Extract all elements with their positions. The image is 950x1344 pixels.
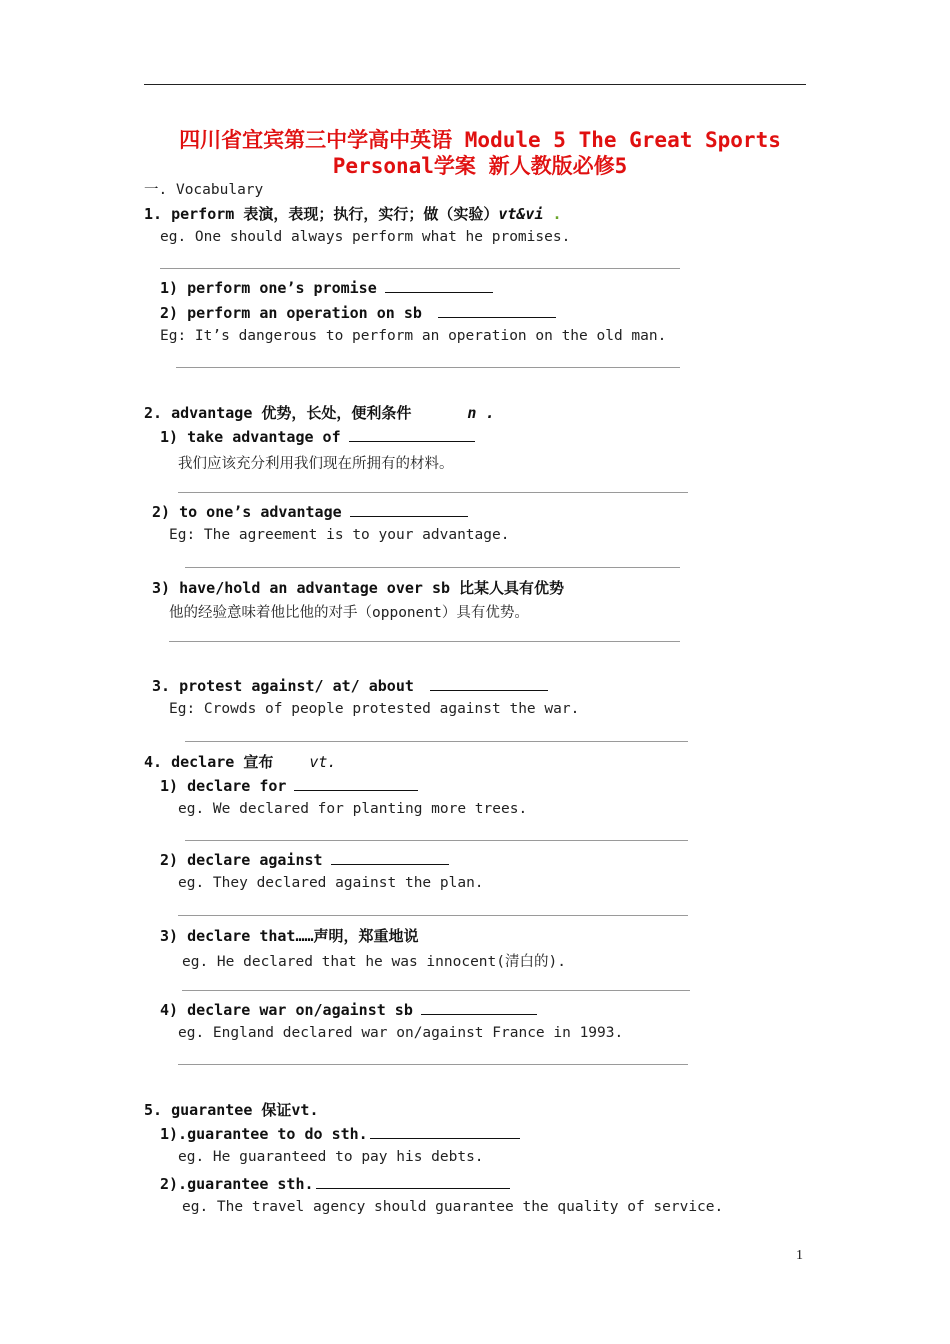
word-4-phrase-3: 3) declare that……声明，郑重地说 (160, 927, 419, 945)
fill-blank-8[interactable] (421, 1000, 537, 1015)
answer-line-6[interactable] (185, 741, 688, 742)
word-4-phrase-1: 1) declare for (160, 776, 418, 795)
word-1-example-2: Eg: It’s dangerous to perform an operation on the old man. (160, 328, 667, 344)
answer-line-2[interactable] (176, 367, 680, 368)
word-2-head-text: 2. advantage 优势，长处，便利条件 (144, 404, 412, 422)
word-2-phrase-3: 3) have/hold an advantage over sb 比某人具有优势 (152, 579, 565, 597)
fill-blank-10[interactable] (316, 1174, 510, 1189)
fill-blank-2[interactable] (438, 303, 556, 318)
word-5-example-2: eg. The travel agency should guarantee the quality of service. (182, 1199, 724, 1215)
word-1-example: eg. One should always perform what he promises. (160, 229, 571, 245)
word-4-example-1: eg. We declared for planting more trees. (178, 801, 528, 817)
word-2-example-2: Eg: The agreement is to your advantage. (169, 527, 510, 543)
word-4-example-3: eg. He declared that he was innocent(清白的). (182, 954, 566, 970)
title-line-1: 四川省宜宾第三中学高中英语 Module 5 The Great Sports (179, 128, 781, 152)
word-4-pos: vt. (309, 753, 337, 771)
word-3-example: Eg: Crowds of people protested against the war. (169, 701, 580, 717)
answer-line-8[interactable] (178, 915, 688, 916)
word-3-heading: 3. protest against/ at/ about (152, 676, 548, 695)
word-5-heading: 5. guarantee 保证vt. (144, 1101, 319, 1119)
title-line-2: Personal学案 新人教版必修5 (332, 154, 628, 178)
fill-blank-7[interactable] (331, 850, 449, 865)
word-4-phrase-2: 2) declare against (160, 850, 449, 869)
answer-line-5[interactable] (169, 641, 680, 642)
word-2-chinese-1: 我们应该充分利用我们现在所拥有的材料。 (178, 456, 454, 472)
word-4-head-text: 4. declare 宣布 (144, 753, 274, 771)
word-2-chinese-3: 他的经验意味着他比他的对手（opponent）具有优势。 (169, 605, 529, 621)
answer-line-9[interactable] (182, 990, 690, 991)
page-number: 1 (796, 1248, 803, 1263)
word-4-example-2: eg. They declared against the plan. (178, 875, 484, 891)
fill-blank-1[interactable] (385, 278, 493, 293)
answer-line-3[interactable] (178, 492, 688, 493)
word-5-example-1: eg. He guaranteed to pay his debts. (178, 1149, 484, 1165)
fill-blank-3[interactable] (349, 427, 475, 442)
answer-line-7[interactable] (185, 840, 688, 841)
word-1-heading (144, 203, 562, 224)
fill-blank-9[interactable] (370, 1124, 520, 1139)
answer-line-4[interactable] (185, 567, 680, 568)
word-5-phrase-1: 1).guarantee to do sth. (160, 1124, 520, 1143)
word-2-phrase-1: 1) take advantage of (160, 427, 475, 446)
word-4-heading (144, 751, 336, 772)
word-2-pos: n . (467, 404, 495, 422)
word-2-phrase-2: 2) to one’s advantage (152, 502, 468, 521)
fill-blank-4[interactable] (350, 502, 468, 517)
answer-line-10[interactable] (178, 1064, 688, 1065)
word-1-pos: vt&vi (498, 205, 544, 223)
top-rule (144, 84, 806, 85)
section-heading: 一. Vocabulary (144, 182, 264, 198)
word-4-phrase-4: 4) declare war on/against sb (160, 1000, 537, 1019)
word-4-example-4: eg. England declared war on/against France in 1993. (178, 1025, 624, 1041)
word-1-phrase-1: 1) perform one’s promise (160, 278, 493, 297)
answer-line-1[interactable] (160, 268, 680, 269)
word-1-phrase-2: 2) perform an operation on sb (160, 303, 556, 322)
word-2-heading (144, 402, 495, 423)
word-5-phrase-2: 2).guarantee sth. (160, 1174, 510, 1193)
word-1-head-text: 1. perform 表演，表现；执行，实行；做（实验） (144, 205, 499, 223)
fill-blank-5[interactable] (430, 676, 548, 691)
fill-blank-6[interactable] (294, 776, 418, 791)
word-1-dot: . (552, 205, 562, 223)
